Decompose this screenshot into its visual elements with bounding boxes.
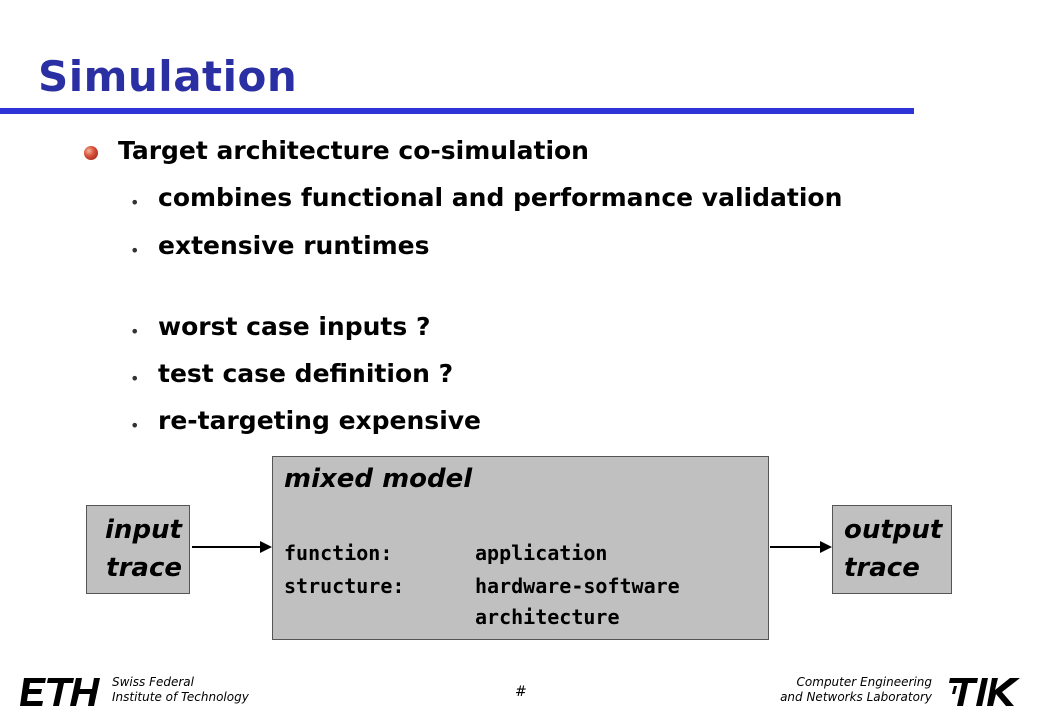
footer-left-text: [112, 675, 249, 705]
sub-bullet-text: re-targeting expensive: [158, 406, 482, 435]
footer-left-line: Institute of Technology: [112, 690, 249, 704]
dot-bullet-icon: •: [130, 322, 140, 341]
dot-bullet-icon: •: [130, 193, 140, 212]
page-number: #: [515, 684, 527, 700]
main-bullet-text: Target architecture co-simulation: [118, 136, 589, 165]
dot-bullet-icon: •: [130, 369, 140, 388]
footer-right-text: [764, 675, 932, 705]
tik-logo-icon: [944, 676, 1028, 708]
footer-right-line: Computer Engineering: [796, 675, 932, 689]
arrow-line: [192, 546, 262, 548]
slide-title: Simulation: [38, 52, 298, 101]
output-trace-line-1: output: [844, 515, 943, 545]
footer-left-line: Swiss Federal: [112, 675, 194, 689]
input-trace-line-1: input: [105, 515, 182, 545]
eth-logo-icon: [16, 676, 104, 708]
model-row-value: architecture: [475, 605, 620, 629]
title-underline: [0, 108, 914, 114]
input-trace-label: [86, 511, 182, 587]
output-trace-label: [838, 511, 942, 587]
footer-right-line: and Networks Laboratory: [780, 690, 932, 704]
sub-bullet-text: test case definition ?: [158, 359, 454, 388]
sub-bullet-text: combines functional and performance validation: [158, 183, 843, 212]
arrow-line: [770, 546, 822, 548]
dot-bullet-icon: •: [130, 416, 140, 435]
model-row-value: hardware-software: [475, 574, 680, 598]
input-trace-line-2: trace: [106, 553, 182, 583]
model-row-value: application: [475, 541, 608, 565]
model-row-key: function:: [284, 541, 393, 565]
mixed-model-title: mixed model: [284, 464, 473, 494]
sub-bullet-text: extensive runtimes: [158, 231, 430, 260]
dot-bullet-icon: •: [130, 241, 140, 260]
round-bullet-icon: [84, 146, 98, 160]
arrow-right-icon: [260, 541, 272, 553]
sub-bullet-text: worst case inputs ?: [158, 312, 431, 341]
model-row-key: structure:: [284, 574, 405, 598]
output-trace-line-2: trace: [844, 553, 920, 583]
arrow-right-icon: [820, 541, 832, 553]
